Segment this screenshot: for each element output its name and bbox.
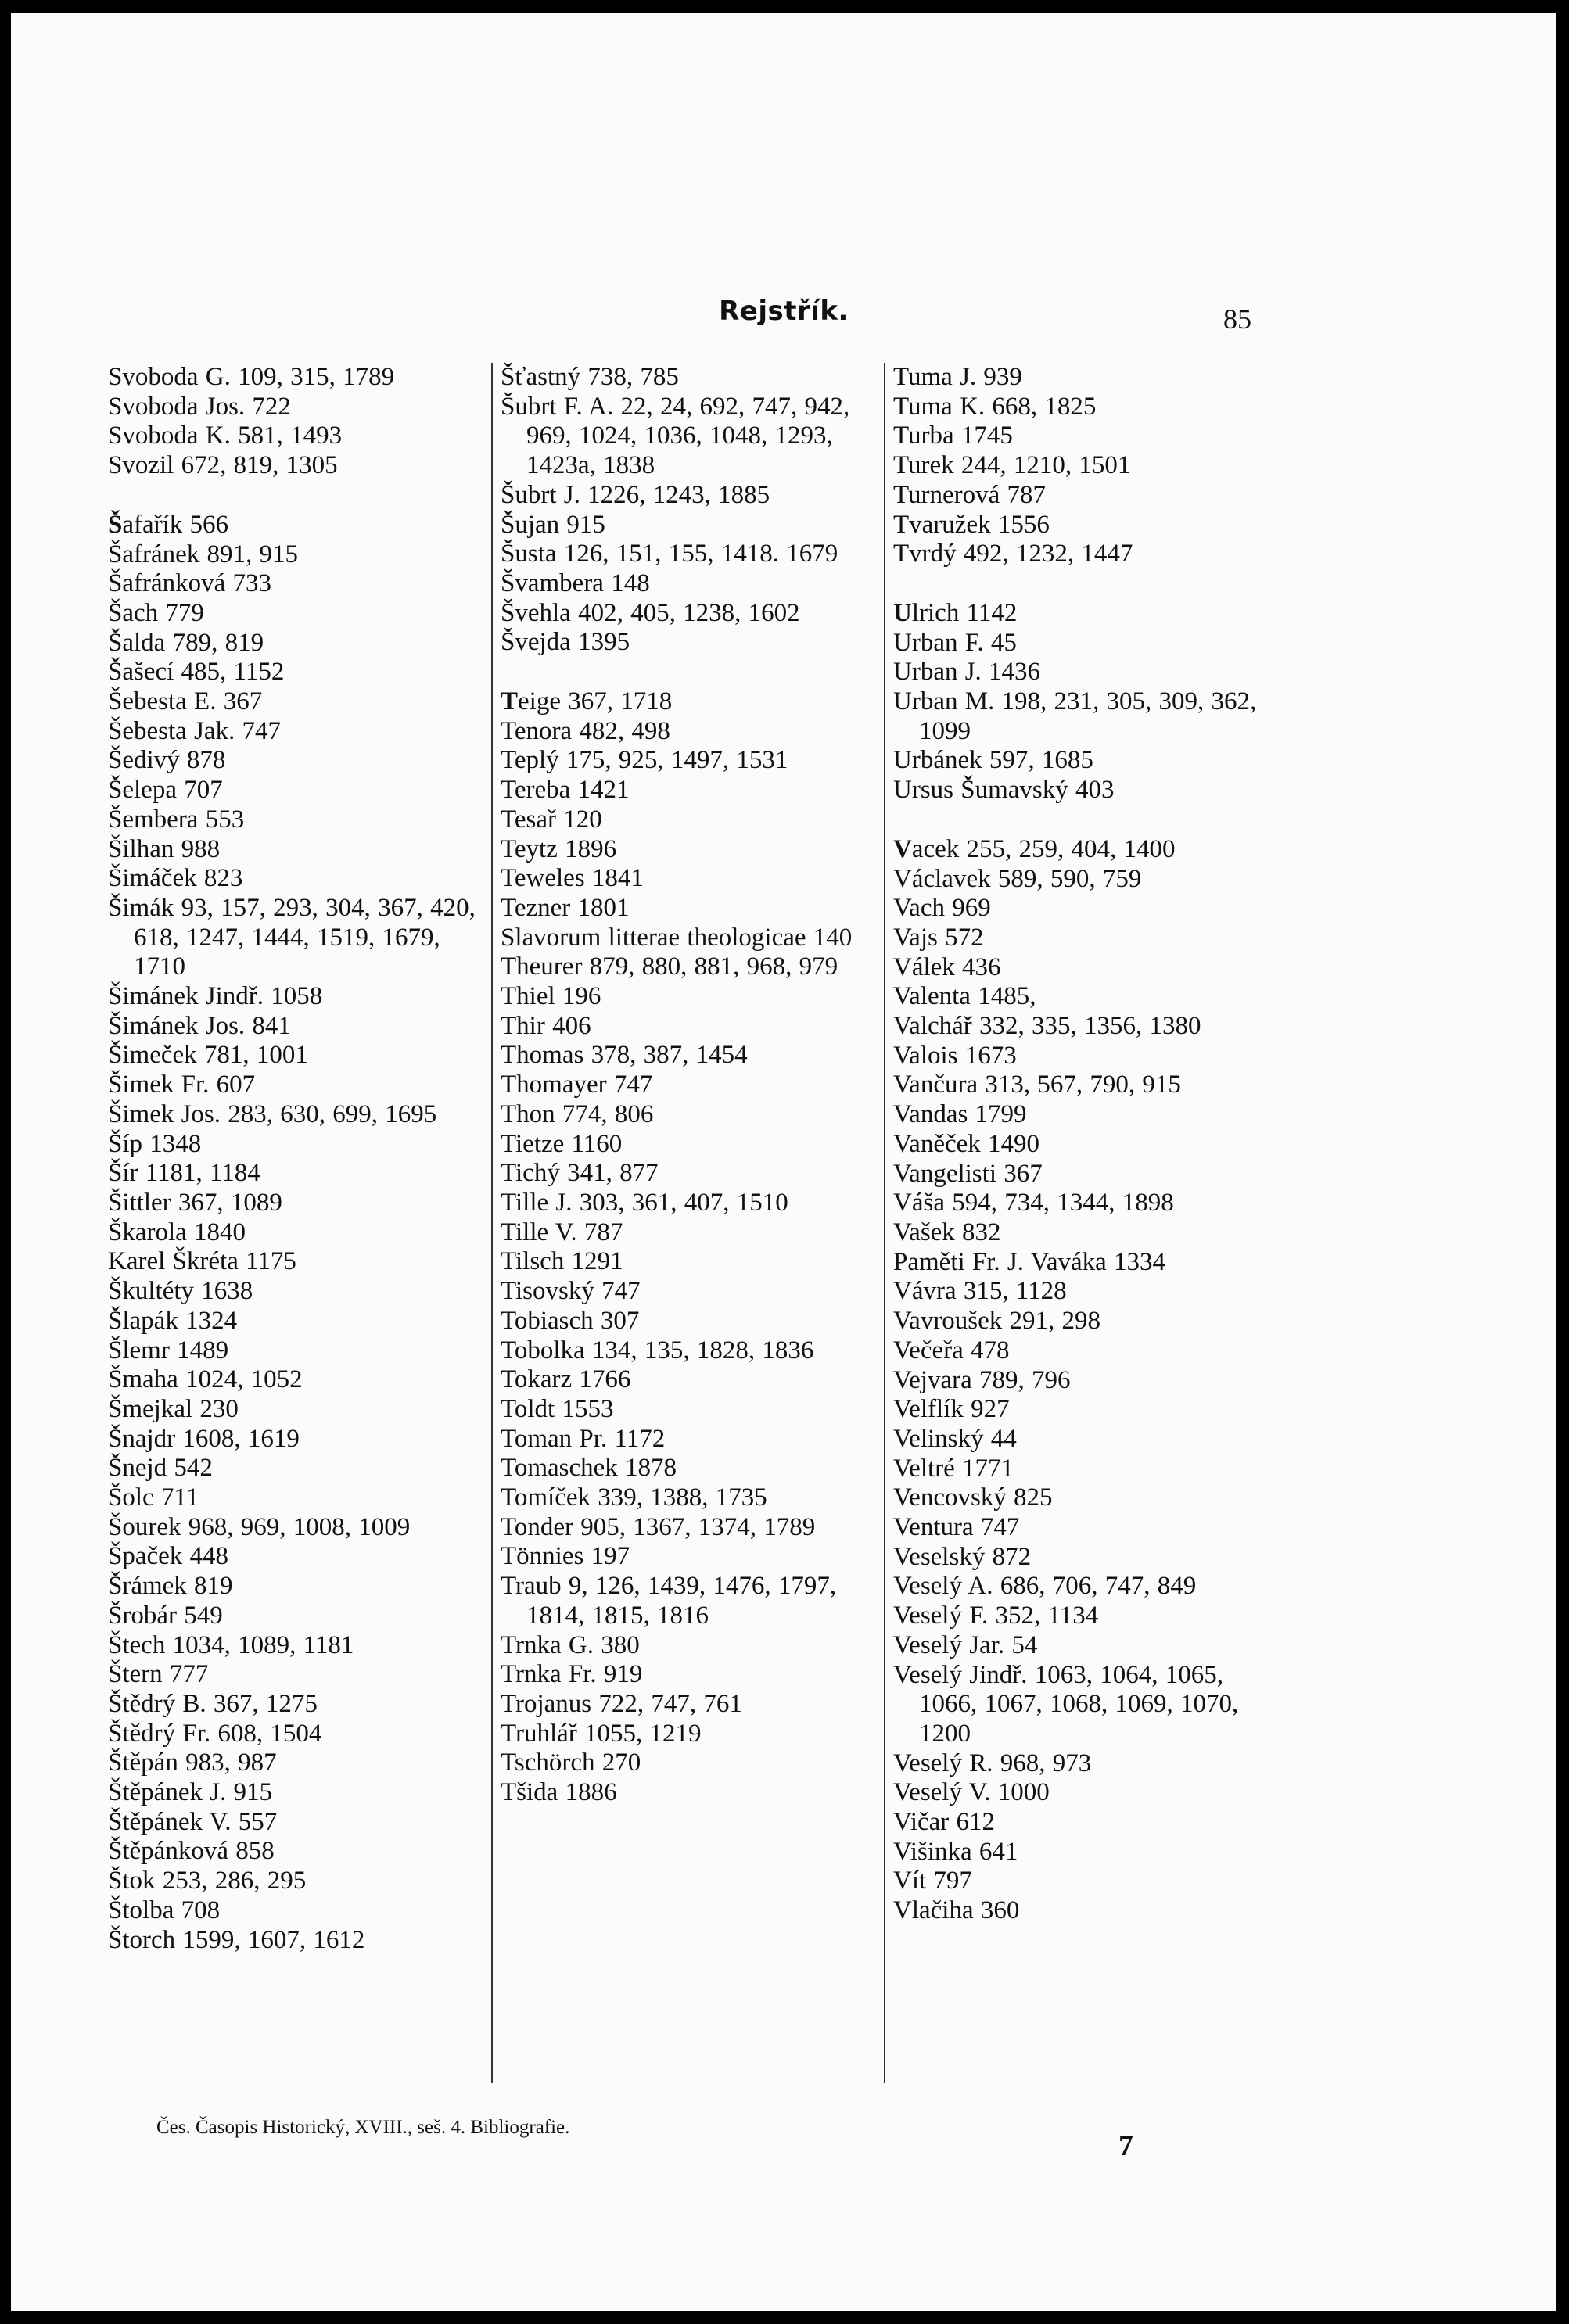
index-entry: Tietze 1160 xyxy=(501,1129,623,1158)
index-entry: Tokarz 1766 xyxy=(501,1365,631,1394)
index-entry: Vlačiha 360 xyxy=(893,1896,1020,1925)
section-initial: Š xyxy=(108,510,123,539)
index-entry: Veltré 1771 xyxy=(893,1454,1014,1483)
index-entry: Velflík 927 xyxy=(893,1395,1010,1424)
column-divider xyxy=(884,363,885,2083)
index-entry: Toldt 1553 xyxy=(501,1394,614,1423)
index-entry: Tvaružek 1556 xyxy=(893,510,1050,539)
index-entry: Teweles 1841 xyxy=(501,864,644,893)
index-entry: Veselý R. 968, 973 xyxy=(893,1748,1092,1777)
index-entry: Škultéty 1638 xyxy=(108,1277,253,1306)
index-entry: Šittler 367, 1089 xyxy=(108,1188,282,1217)
index-entry: Svozil 672, 819, 1305 xyxy=(108,451,338,480)
index-column-2 xyxy=(501,363,884,1808)
index-entry: Šmejkal 230 xyxy=(108,1394,239,1423)
index-column-1 xyxy=(108,363,491,1955)
index-entry: Višinka 641 xyxy=(893,1837,1018,1866)
index-entry: Štok 253, 286, 295 xyxy=(108,1867,307,1895)
index-entry-text: lrich 1142 xyxy=(911,598,1018,627)
index-entry: Vávra 315, 1128 xyxy=(893,1277,1067,1306)
index-entry: Thir 406 xyxy=(501,1011,591,1040)
index-entry: Trnka Fr. 919 xyxy=(501,1660,643,1689)
index-entry: Slavorum litterae theologicae 140 xyxy=(501,923,853,952)
index-entry: Turek 244, 1210, 1501 xyxy=(893,451,1131,480)
index-entry: Svoboda G. 109, 315, 1789 xyxy=(108,363,395,391)
index-entry xyxy=(893,835,1284,865)
index-entry: Toman Pr. 1172 xyxy=(501,1424,666,1453)
page-title: Rejstřík. xyxy=(719,296,849,327)
index-entry: Tilsch 1291 xyxy=(501,1247,623,1276)
index-entry: Šujan 915 xyxy=(501,510,605,539)
index-entry-text: eige 367, 1718 xyxy=(518,687,673,716)
index-entry: Šnajdr 1608, 1619 xyxy=(108,1424,300,1453)
index-entry: Škarola 1840 xyxy=(108,1218,246,1246)
index-entry: Šimeček 781, 1001 xyxy=(108,1041,308,1070)
index-entry: Šimek Fr. 607 xyxy=(108,1071,256,1099)
index-entry: Šebesta Jak. 747 xyxy=(108,716,282,745)
index-page xyxy=(11,13,1556,2311)
index-entry: Štěpánek J. 915 xyxy=(108,1778,273,1807)
index-entry: Šembera 553 xyxy=(108,805,245,834)
index-entry: Ursus Šumavský 403 xyxy=(893,776,1115,805)
index-entry xyxy=(108,511,491,540)
index-entry: Šilhan 988 xyxy=(108,834,221,863)
index-entry: Tobolka 134, 135, 1828, 1836 xyxy=(501,1336,814,1365)
index-entry: Traub 9, 126, 1439, 1476, 1797, 1814, 1815, 1816 xyxy=(501,1572,837,1630)
index-entry: Štorch 1599, 1607, 1612 xyxy=(108,1925,365,1954)
index-entry: Šedivý 878 xyxy=(108,746,226,775)
index-column-3 xyxy=(893,363,1284,1926)
index-entry: Svoboda Jos. 722 xyxy=(108,392,291,421)
index-entry: Tönnies 197 xyxy=(501,1542,630,1571)
index-entry: Šach 779 xyxy=(108,598,204,627)
journal-footer-note: Čes. Časopis Historický, XVIII., seš. 4. Bibliografie. xyxy=(156,2117,570,2138)
column-divider xyxy=(491,363,493,2083)
index-entry: Šourek 968, 969, 1008, 1009 xyxy=(108,1512,411,1541)
index-entry: Thomayer 747 xyxy=(501,1071,653,1099)
index-entry: Šíp 1348 xyxy=(108,1129,202,1158)
index-entry: Šafránková 733 xyxy=(108,569,272,598)
index-entry: Vencovský 825 xyxy=(893,1483,1053,1512)
index-entry: Šebesta E. 367 xyxy=(108,687,263,716)
index-entry: Thomas 378, 387, 1454 xyxy=(501,1041,748,1070)
index-entry: Vach 969 xyxy=(893,894,991,923)
index-entry: Švambera 148 xyxy=(501,568,650,597)
index-entry: Paměti Fr. J. Vaváka 1334 xyxy=(893,1247,1166,1276)
index-entry: Šusta 126, 151, 155, 1418. 1679 xyxy=(501,540,838,568)
index-entry: Tschörch 270 xyxy=(501,1748,641,1777)
index-entry: Tobiasch 307 xyxy=(501,1306,640,1335)
index-entry: Tezner 1801 xyxy=(501,893,630,922)
index-entry: Šimánek Jindř. 1058 xyxy=(108,982,323,1011)
index-entry: Urbánek 597, 1685 xyxy=(893,746,1093,775)
section-initial: T xyxy=(501,687,519,716)
index-entry: Štěpánek V. 557 xyxy=(108,1807,278,1836)
index-entry: Šimáček 823 xyxy=(108,864,243,893)
index-entry: Šimánek Jos. 841 xyxy=(108,1011,291,1040)
index-entry: Veselský 872 xyxy=(893,1542,1032,1571)
index-entry: Šrobár 549 xyxy=(108,1601,223,1630)
index-entry: Tvrdý 492, 1232, 1447 xyxy=(893,540,1133,568)
index-entry: Theurer 879, 880, 881, 968, 979 xyxy=(501,952,838,981)
index-entry: Večeřa 478 xyxy=(893,1336,1010,1365)
index-entry: Turba 1745 xyxy=(893,421,1013,450)
index-entry: Trojanus 722, 747, 761 xyxy=(501,1689,742,1718)
index-entry: Thiel 196 xyxy=(501,982,601,1011)
index-entry: Tuma J. 939 xyxy=(893,363,1022,391)
index-entry: Valois 1673 xyxy=(893,1041,1017,1070)
index-entry: Šír 1181, 1184 xyxy=(108,1159,260,1188)
index-entry: Tille J. 303, 361, 407, 1510 xyxy=(501,1188,788,1217)
index-entry: Štern 777 xyxy=(108,1660,209,1689)
index-entry: Švehla 402, 405, 1238, 1602 xyxy=(501,598,800,627)
index-entry: Šelepa 707 xyxy=(108,776,223,805)
index-entry: Svoboda K. 581, 1493 xyxy=(108,421,343,450)
index-entry: Šnejd 542 xyxy=(108,1454,213,1483)
index-entry: Vančura 313, 567, 790, 915 xyxy=(893,1071,1181,1099)
index-entry: Urban M. 198, 231, 305, 309, 362, 1099 xyxy=(893,687,1257,745)
index-entry: Valenta 1485, xyxy=(893,982,1036,1011)
index-entry: Tisovský 747 xyxy=(501,1277,641,1306)
index-entry: Šrámek 819 xyxy=(108,1572,233,1601)
index-entry: Truhlář 1055, 1219 xyxy=(501,1719,702,1748)
page-number: 85 xyxy=(1223,303,1251,335)
index-entry: Tereba 1421 xyxy=(501,776,630,805)
index-entry: Šubrt F. A. 22, 24, 692, 747, 942, 969, 1024, 1036, 1048, 1293, 1423a, 1838 xyxy=(501,392,850,480)
index-entry: Šmaha 1024, 1052 xyxy=(108,1365,303,1394)
index-entry: Tšida 1886 xyxy=(501,1778,617,1807)
index-entry: Veselý A. 686, 706, 747, 849 xyxy=(893,1572,1197,1601)
index-entry: Vandas 1799 xyxy=(893,1100,1027,1129)
index-entry: Trnka G. 380 xyxy=(501,1630,640,1659)
index-entry: Urban J. 1436 xyxy=(893,658,1041,687)
index-entry: Urban F. 45 xyxy=(893,628,1017,657)
index-entry: Šolc 711 xyxy=(108,1483,199,1512)
index-entry: Teplý 175, 925, 1497, 1531 xyxy=(501,746,788,775)
index-entry: Vašek 832 xyxy=(893,1218,1001,1246)
index-entry: Vaněček 1490 xyxy=(893,1129,1040,1158)
index-entry: Vít 797 xyxy=(893,1867,972,1895)
index-entry: Štolba 708 xyxy=(108,1895,221,1924)
index-entry: Šlemr 1489 xyxy=(108,1336,229,1365)
index-entry: Turnerová 787 xyxy=(893,480,1047,509)
section-initial: U xyxy=(893,598,912,627)
sheet-number: 7 xyxy=(1118,2129,1133,2162)
index-entry: Vejvara 789, 796 xyxy=(893,1365,1071,1394)
index-entry: Vavroušek 291, 298 xyxy=(893,1307,1101,1336)
index-entry xyxy=(501,687,884,717)
index-entry: Šlapák 1324 xyxy=(108,1306,238,1335)
index-entry: Vajs 572 xyxy=(893,923,984,952)
index-entry: Tesař 120 xyxy=(501,805,602,834)
index-entry: Karel Škréta 1175 xyxy=(108,1247,296,1276)
index-entry: Velinský 44 xyxy=(893,1424,1017,1453)
index-entry: Václavek 589, 590, 759 xyxy=(893,864,1142,893)
index-entry: Šafránek 891, 915 xyxy=(108,540,299,568)
index-entry: Štěpánková 858 xyxy=(108,1837,275,1866)
index-entry: Švejda 1395 xyxy=(501,628,630,657)
index-entry: Veselý F. 352, 1134 xyxy=(893,1601,1099,1630)
index-entry: Tille V. 787 xyxy=(501,1218,623,1246)
index-entry: Tonder 905, 1367, 1374, 1789 xyxy=(501,1512,816,1541)
index-entry: Tomíček 339, 1388, 1735 xyxy=(501,1483,767,1512)
index-entry: Válek 436 xyxy=(893,952,1001,981)
index-entry: Šťastný 738, 785 xyxy=(501,363,679,391)
index-entry-text: acek 255, 259, 404, 1400 xyxy=(911,834,1176,863)
index-entry xyxy=(893,599,1284,629)
index-entry: Šimek Jos. 283, 630, 699, 1695 xyxy=(108,1099,437,1128)
index-entry: Špaček 448 xyxy=(108,1542,229,1571)
index-entry: Vangelisti 367 xyxy=(893,1159,1043,1188)
index-entry: Teytz 1896 xyxy=(501,834,617,863)
index-entry: Štech 1034, 1089, 1181 xyxy=(108,1630,354,1659)
index-entry: Veselý Jindř. 1063, 1064, 1065, 1066, 1067, 1068, 1069, 1070, 1200 xyxy=(893,1660,1239,1748)
index-entry: Šimák 93, 157, 293, 304, 367, 420, 618, 1247, 1444, 1519, 1679, 1710 xyxy=(108,893,476,981)
index-entry: Veselý Jar. 54 xyxy=(893,1630,1038,1659)
index-entry: Šalda 789, 819 xyxy=(108,628,264,657)
index-entry: Tichý 341, 877 xyxy=(501,1159,659,1188)
index-entry: Štěpán 983, 987 xyxy=(108,1748,277,1777)
index-entry: Veselý V. 1000 xyxy=(893,1778,1050,1807)
index-entry: Vičar 612 xyxy=(893,1808,996,1837)
index-entry: Štědrý B. 367, 1275 xyxy=(108,1689,318,1718)
index-entry: Tenora 482, 498 xyxy=(501,716,670,745)
index-entry: Ventura 747 xyxy=(893,1513,1020,1542)
index-entry: Váša 594, 734, 1344, 1898 xyxy=(893,1189,1174,1218)
index-entry: Štědrý Fr. 608, 1504 xyxy=(108,1719,322,1748)
index-entry: Tomaschek 1878 xyxy=(501,1454,677,1483)
index-entry: Šubrt J. 1226, 1243, 1885 xyxy=(501,480,770,509)
index-entry: Tuma K. 668, 1825 xyxy=(893,392,1097,421)
index-entry: Valchář 332, 335, 1356, 1380 xyxy=(893,1012,1201,1041)
index-entry-text: afařík 566 xyxy=(122,510,229,539)
index-entry: Thon 774, 806 xyxy=(501,1099,654,1128)
section-initial: V xyxy=(893,834,912,863)
index-entry: Šašecí 485, 1152 xyxy=(108,658,285,687)
